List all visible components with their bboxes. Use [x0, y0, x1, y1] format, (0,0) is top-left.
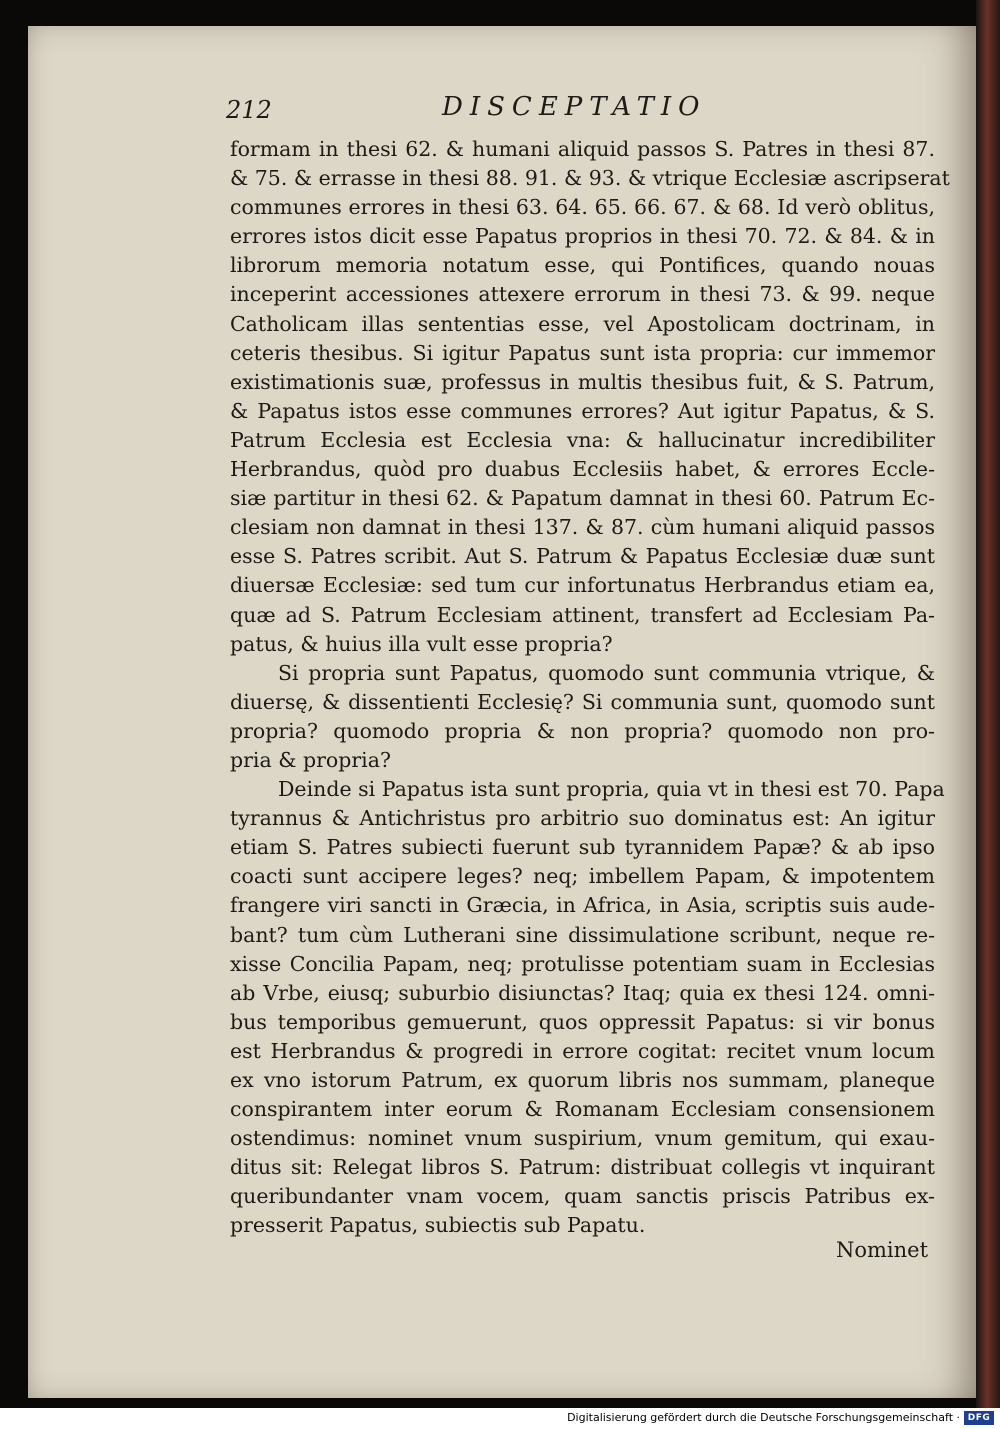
text-line: bant? tum cùm Lutherani sine dissimulatione scribunt, neque re-	[230, 922, 935, 947]
text-line: Catholicam illas sententias esse, vel Apostolicam doctrinam, in	[230, 311, 935, 336]
text-line: ostendimus: nominet vnum suspirium, vnum gemitum, qui exau-	[230, 1126, 935, 1151]
text-line: Si propria sunt Papatus, quomodo sunt communia vtrique, &	[278, 660, 935, 685]
text-line: coacti sunt accipere leges? neq; imbellem Papam, & impotentem	[230, 864, 935, 889]
running-head	[226, 92, 726, 128]
text-line: diuersę, & dissentienti Ecclesię? Si communia sunt, quomodo sunt	[230, 689, 935, 714]
text-line: ab Vrbe, eiusq; suburbio disiunctas? Itaq; quia ex thesi 124. omni-	[230, 980, 935, 1005]
text-line: Deinde si Papatus ista sunt propria, quia vt in thesi est 70. Papa	[278, 777, 945, 802]
text-line: tyrannus & Antichristus pro arbitrio suo dominatus est: An igitur	[230, 806, 935, 831]
text-line: existimationis suæ, professus in multis thesibus fuit, & S. Patrum,	[230, 369, 935, 394]
text-line: & 75. & errasse in thesi 88. 91. & 93. & vtrique Ecclesiæ ascripserat	[230, 166, 950, 191]
page-number: 212	[226, 96, 272, 124]
text-line: presserit Papatus, subiectis sub Papatu.	[230, 1213, 646, 1238]
catchword: Nominet	[836, 1238, 929, 1262]
text-line: propria? quomodo propria & non propria? quomodo non pro-	[230, 718, 935, 743]
text-line: conspirantem inter eorum & Romanam Ecclesiam consensionem	[230, 1097, 935, 1122]
text-line: clesiam non damnat in thesi 137. & 87. cùm humani aliquid passos	[230, 515, 935, 540]
text-line: communes errores in thesi 63. 64. 65. 66. 67. & 68. Id verò oblitus,	[230, 195, 935, 220]
book-edge	[976, 0, 1000, 1408]
text-line: & Papatus istos esse communes errores? Aut igitur Papatus, & S.	[230, 398, 935, 423]
text-line: etiam S. Patres subiecti fuerunt sub tyrannidem Papæ? & ab ipso	[230, 835, 935, 860]
text-line: frangere viri sancti in Græcia, in Africa, in Asia, scriptis suis aude-	[230, 893, 935, 918]
text-line: diuersæ Ecclesiæ: sed tum cur infortunatus Herbrandus etiam ea,	[230, 573, 935, 598]
text-line: ditus sit: Relegat libros S. Patrum: distribuat collegis vt inquirant	[230, 1155, 935, 1180]
text-line: bus temporibus gemuerunt, quos oppressit Papatus: si vir bonus	[230, 1009, 935, 1034]
text-line: inceperint accessiones attexere errorum in thesi 73. & 99. neque	[230, 282, 935, 307]
text-line: siæ partitur in thesi 62. & Papatum damnat in thesi 60. Patrum Ec-	[230, 486, 935, 511]
dfg-logo-icon: DFG	[964, 1411, 994, 1425]
text-line: Patrum Ecclesia est Ecclesia vna: & hallucinatur incredibiliter	[230, 427, 935, 452]
running-title: DISCEPTATIO	[442, 92, 707, 122]
text-line: librorum memoria notatum esse, qui Pontifices, quando nouas	[230, 253, 935, 278]
text-line: Herbrandus, quòd pro duabus Ecclesiis habet, & errores Eccle-	[230, 457, 935, 482]
text-line: errores istos dicit esse Papatus proprios in thesi 70. 72. & 84. & in	[230, 224, 935, 249]
text-line: esse S. Patres scribit. Aut S. Patrum & Papatus Ecclesiæ duæ sunt	[230, 544, 935, 569]
text-line: est Herbrandus & progredi in errore cogitat: recitet vnum locum	[230, 1038, 935, 1063]
text-line: ceteris thesibus. Si igitur Papatus sunt ista propria: cur immemor	[230, 340, 935, 365]
digitization-footer	[0, 1408, 1000, 1429]
text-line: queribundanter vnam vocem, quam sanctis priscis Patribus ex-	[230, 1184, 935, 1209]
funding-credit: Digitalisierung gefördert durch die Deutsche Forschungsgemeinschaft ·	[567, 1411, 960, 1424]
text-line: xisse Concilia Papam, neq; protulisse potentiam suam in Ecclesias	[230, 951, 935, 976]
text-line: formam in thesi 62. & humani aliquid passos S. Patres in thesi 87.	[230, 137, 935, 161]
text-line: quæ ad S. Patrum Ecclesiam attinent, transfert ad Ecclesiam Pa-	[230, 602, 935, 627]
text-line: ex vno istorum Patrum, ex quorum libris nos summam, planeque	[230, 1068, 935, 1092]
text-line: patus, & huius illa vult esse propria?	[230, 631, 613, 656]
text-line: pria & propria?	[230, 747, 391, 772]
body-text	[230, 135, 950, 1241]
